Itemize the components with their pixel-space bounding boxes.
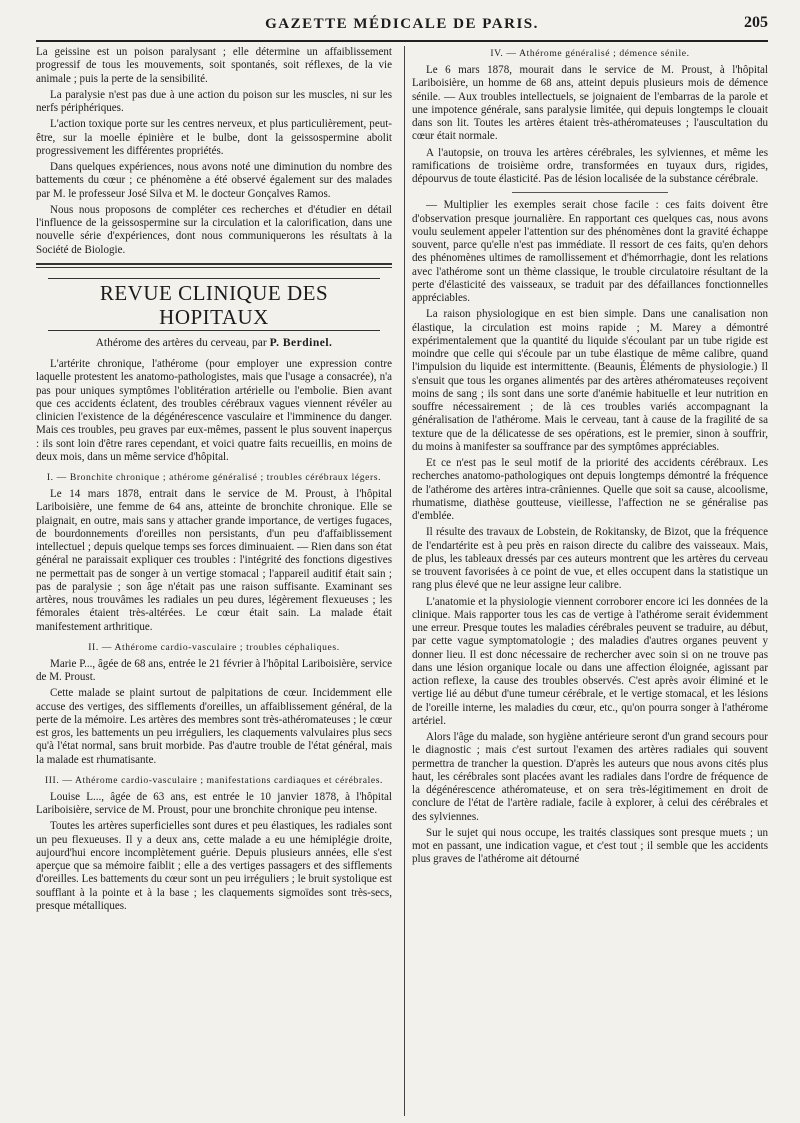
article-title: Athérome des artères du cerveau, par (95, 336, 267, 349)
paragraph: Le 14 mars 1878, entrait dans le service de M. Proust, à l'hôpital Lariboisière, une femme de 64 ans, atteinte de bronchite chronique. Elle se plaignait, en outre, mais sans y attacher grande importance, de vertiges fugaces, de bourdonnements d'oreilles non persistants, d'un peu d'affaiblissement intellectuel ; depuis quelque temps ses forces diminuaient. — Rien dans son état général ne paraissait expliquer ces troubles : l'intégrité des fonctions digestives ne permettait pas de songer à un vertige stomacal ; l'appareil auditif était sain ; pas de paralysie ; son âge n'était pas une raison suffisante. Examinant ses artères, nous trouvâmes les radiales un peu dures, légèrement flexueuses ; les fémorales étaient très-altérées. Le cœur était sain. La malade était manifestement arthritique. (36, 488, 392, 633)
paragraph: Nous nous proposons de compléter ces recherches et d'étudier en détail l'influence de la geissospermine sur la circulation et la calorification, dans une nouvelle série d'expériences, dont nous communiquerons les résultats à la Société de Biologie. (36, 203, 392, 256)
case-heading-2: II. — Athérome cardio-vasculaire ; troubles céphaliques. (88, 641, 340, 653)
article-author: P. Berdinel. (269, 336, 333, 349)
left-column (36, 46, 392, 916)
paragraph: A l'autopsie, on trouva les artères cérébrales, les sylviennes, et même les ramifications de troisième ordre, transformées en tuyaux durs, rigides, dépourvus de toute élasticité. Pas de lésion localisée de la substance cérébrale. (412, 146, 768, 185)
paragraph: Sur le sujet qui nous occupe, les traités classiques sont presque muets ; un mot en passant, une indication vague, et c'est tout ; il semble que les accidents plus graves de l'athérome ait détourné (412, 826, 768, 866)
page-number: 205 (744, 14, 768, 31)
section-separator (36, 263, 392, 268)
paragraph: L'artérite chronique, l'athérome (pour employer une expression contre laquelle protestent les anatomo-pathologistes, mais que l'usage a consacrée), n'a pas pour uniques symptômes l'oblitération artérielle ou l'embolie. Bien avant que ces accidents éclatent, des troubles cérébraux vagues viennent révéler au clinicien l'existence de la dégénérescence vasculaire et l'imminence du danger. Mais ces troubles, peu graves par eux-mêmes, passent le plus souvent inaperçus : ils sont loin d'être rares cependant, et voici quatre faits recueillis, en moins de deux mois, dans un même service d'hôpital. (36, 358, 392, 463)
column-divider (404, 46, 405, 1116)
paragraph: La paralysie n'est pas due à une action du poison sur les muscles, ni sur les nerfs périphériques. (36, 88, 392, 114)
case-end-rule (512, 192, 668, 193)
paragraph: Alors l'âge du malade, son hygiène antérieure seront d'un grand secours pour le diagnostic ; mais c'est surtout l'examen des artères radiales qui souvent permettra de trancher la question. D'après les auteurs que nous avons cités plus haut, les cérébrales sont placées avant les radiales dans l'ordre de fréquence de la dégénérescence athéromateuse, et on sera très-légitimement en droit de conclure de l'état de l'artère radiale, facile à explorer, à celui des cérébrales et des sylviennes. (412, 731, 768, 823)
paragraph: La geissine est un poison paralysant ; elle détermine un affaiblissement progressif de tous les mouvements, soit spontanés, soit réflexes, de la vie animale ; puis la perte de la sensibilité. (36, 46, 392, 85)
intro-section (36, 46, 392, 257)
paragraph: Il résulte des travaux de Lobstein, de Rokitansky, de Bizot, que la fréquence de l'endartérite est à peu près en raison directe du calibre des vaisseaux. Mais, de plus, les tableaux dressés par ces auteurs montrent que les artères du cerveau se trouvent favorisées à ce point de vue, et elles occupent dans la statistique un rang plus élevé que ne leur assigne leur calibre. (412, 526, 768, 592)
journal-title: GAZETTE MÉDICALE DE PARIS. (265, 16, 539, 32)
case-heading-1: I. — Bronchite chronique ; athérome généralisé ; troubles cérébraux légers. (46, 472, 382, 483)
paragraph: — Multiplier les exemples serait chose facile : ces faits doivent être d'observation presque journalière. En rapportant ces quelques cas, nous avons voulu seulement appeler l'attention sur des phénomènes dont la gravité échappe souvent, parce qu'elle n'est pas immédiate. Il ressort de ces faits, qu'en dehors des phénomènes ultimes de ramollissement et d'hémorrhagie, dont les relations avec l'athérome sont un thème classique, le trouble circulatoire résultant de la perte d'élasticité des vaisseaux, se traduit par des défaillances fonctionnelles appréciables. (412, 199, 768, 304)
paragraph: Toutes les artères superficielles sont dures et peu élastiques, les radiales sont un peu flexueuses. Il y a deux ans, cette malade a eu une hémiplégie droite, aujourd'hui encore incomplètement guérie. Depuis plusieurs années, elle s'est aperçue que sa mémoire faiblit ; elle a des vertiges passagers et des sifflements d'oreilles. Les battements du cœur sont un peu irréguliers ; le bruit systolique est soufflant à la pointe et à la base ; les claquements sigmoïdes sont très-secs, presque métalliques. (36, 820, 392, 912)
case-heading-4: IV. — Athérome généralisé ; démence sénile. (490, 48, 690, 59)
paragraph: Cette malade se plaint surtout de palpitations de cœur. Incidemment elle accuse des vertiges, des sifflements d'oreilles, un affaiblissement général, de la perte de la mémoire. Les artères des membres sont très-athéromateuses ; le cœur est gros, les battements un peu irréguliers, les claquements valvulaires plus secs qu'à l'état normal, sans bruit morbide. Pas d'autre trouble de l'état général, mais la malade est rhumatisante. (36, 687, 392, 766)
paragraph: Dans quelques expériences, nous avons noté une diminution du nombre des battements du cœur ; ce phénomène a été observé également sur des malades par M. le professeur José Silva et M. le docteur Gonçalves Ramos. (36, 161, 392, 200)
page-header (36, 0, 768, 42)
right-column (412, 46, 768, 916)
paragraph: Le 6 mars 1878, mourait dans le service de M. Proust, à l'hôpital Lariboisière, un homme de 68 ans, atteint depuis plusieurs mois de démence sénile. — Aux troubles intellectuels, se joignaient de l'embarras de la parole et une impotence générale, sans paralysie limitée, qui depuis longtemps le clouait dans son lit. Toutes les artères étaient très-athéromateuses ; l'auscultation du cœur était normale. (412, 64, 768, 143)
paragraph: L'anatomie et la physiologie viennent corroborer encore ici les données de la clinique. Mais rapporter tous les cas de vertige à l'athérome serait évidemment une erreur. Presque toutes les maladies cérébrales peuvent se traduire, au début, par cette vague symptomatologie ; des maladies d'autres organes peuvent y donner lieu. Il est donc nécessaire de rechercher avec soin si on ne trouve pas dans une lésion organique locale ou dans une affection éloignée, agissant par action reflexe, la cause des troubles observés. C'est après avoir éliminé et le vertige lié au début d'une tumeur cérébrale, et le vertige stomacal, et les lésions de l'oreille interne, les maladies du cœur, etc., qu'on pourra songer à l'athérome artériel. (412, 595, 768, 727)
paragraph: Marie P..., âgée de 68 ans, entrée le 21 février à l'hôpital Lariboisière, service de M. Proust. (36, 657, 392, 683)
paragraph: La raison physiologique en est bien simple. Dans une canalisation non élastique, la circulation est moins rapide ; M. Marey a démontré expérimentalement que la quantité du liquide s'écoulant par un tube rigide est moindre que celle qui s'écoule par un tube élastique de même calibre, quand l'impulsion du liquide est intermittente. (Beaunis, Éléments de physiologie.) Il s'ensuit que tous les organes alimentés par des artères athéromateuses reçoivent moins de sang ; ils sont dans une sorte d'anémie habituelle et leur nutrition en souffre nécessairement ; de là ces troubles variés accompagnant la généralisation de l'athérome. Mais le cerveau, tant à cause de la fragilité de sa texture que de la délicatesse de ses opérations, est le premier, sinon à souffrir, du moins à manifester sa souffrance par des symptômes appréciables. (412, 308, 768, 453)
paragraph: L'action toxique porte sur les centres nerveux, et plus particulièrement, peut-être, sur la moelle épinière et le bulbe, dont la geissospermine abolit progressivement les différentes propriétés. (36, 118, 392, 157)
two-column-body (36, 46, 768, 916)
article-byline (36, 337, 392, 350)
paragraph: Louise L..., âgée de 63 ans, est entrée le 10 janvier 1878, à l'hôpital Lariboisière, service de M. Proust, pour une bronchite chronique peu intense. (36, 790, 392, 816)
case-heading-3: III. — Athérome cardio-vasculaire ; manifestations cardiaques et cérébrales. (44, 774, 384, 786)
paragraph: Et ce n'est pas le seul motif de la priorité des accidents cérébraux. Les recherches anatomo-pathologiques ont depuis longtemps démontré la fréquence de l'athérome des artères intra-crâniennes. Quelle que soit sa cause, alcoolisme, rhumatisme, diathèse goutteuse, vieillesse, l'affection ne se généralise pas d'emblée. (412, 457, 768, 522)
revue-title: REVUE CLINIQUE DES HOPITAUX (48, 278, 380, 331)
